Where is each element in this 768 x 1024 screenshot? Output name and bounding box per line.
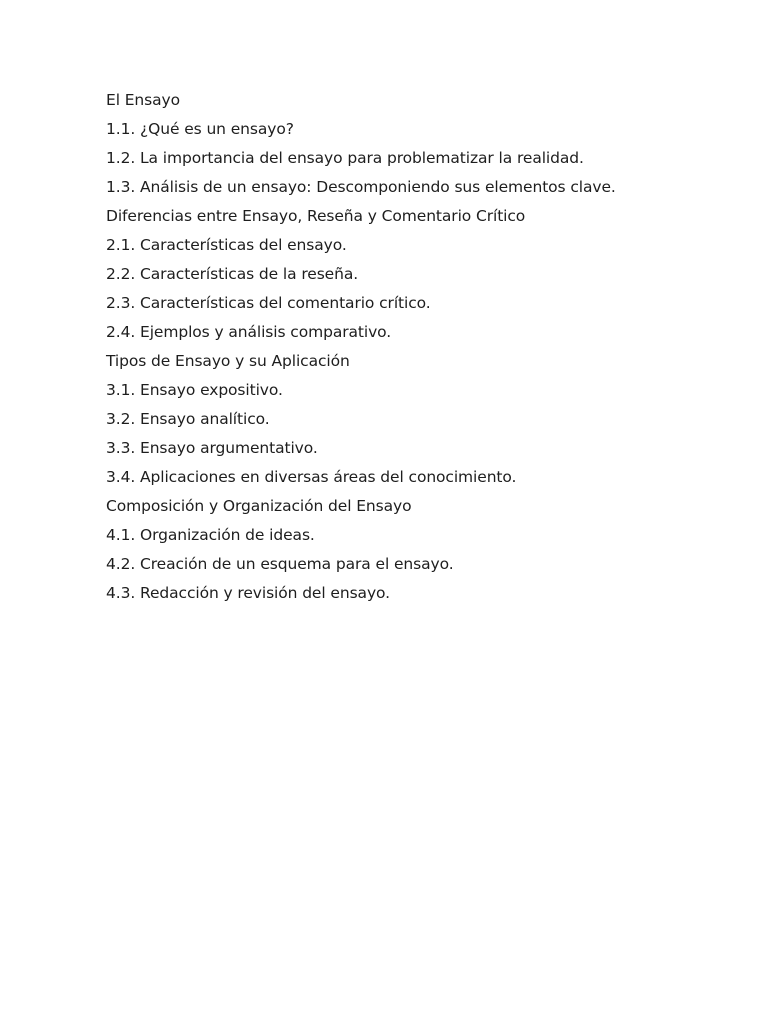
outline-item-3-4: 3.4. Aplicaciones en diversas áreas del conocimiento. xyxy=(106,468,517,486)
outline-item-2-2: 2.2. Características de la reseña. xyxy=(106,265,359,283)
outline-item-3-3: 3.3. Ensayo argumentativo. xyxy=(106,439,318,457)
outline-item-3-2: 3.2. Ensayo analítico. xyxy=(106,410,270,428)
outline-item-4-1: 4.1. Organización de ideas. xyxy=(106,526,315,544)
outline-item-3-1: 3.1. Ensayo expositivo. xyxy=(106,381,283,399)
document-outline xyxy=(106,88,746,610)
outline-item-1-2: 1.2. La importancia del ensayo para problematizar la realidad. xyxy=(106,149,584,167)
section-heading-composicion: Composición y Organización del Ensayo xyxy=(106,497,412,515)
outline-item-1-3: 1.3. Análisis de un ensayo: Descomponiendo sus elementos clave. xyxy=(106,178,616,196)
outline-item-2-3: 2.3. Características del comentario crítico. xyxy=(106,294,431,312)
outline-item-2-1: 2.1. Características del ensayo. xyxy=(106,236,347,254)
section-heading-ensayo: El Ensayo xyxy=(106,91,180,109)
section-heading-tipos: Tipos de Ensayo y su Aplicación xyxy=(106,352,350,370)
outline-item-4-3: 4.3. Redacción y revisión del ensayo. xyxy=(106,584,390,602)
outline-item-2-4: 2.4. Ejemplos y análisis comparativo. xyxy=(106,323,392,341)
outline-item-1-1: 1.1. ¿Qué es un ensayo? xyxy=(106,120,294,138)
outline-item-4-2: 4.2. Creación de un esquema para el ensayo. xyxy=(106,555,454,573)
section-heading-diferencias: Diferencias entre Ensayo, Reseña y Comentario Crítico xyxy=(106,207,526,225)
